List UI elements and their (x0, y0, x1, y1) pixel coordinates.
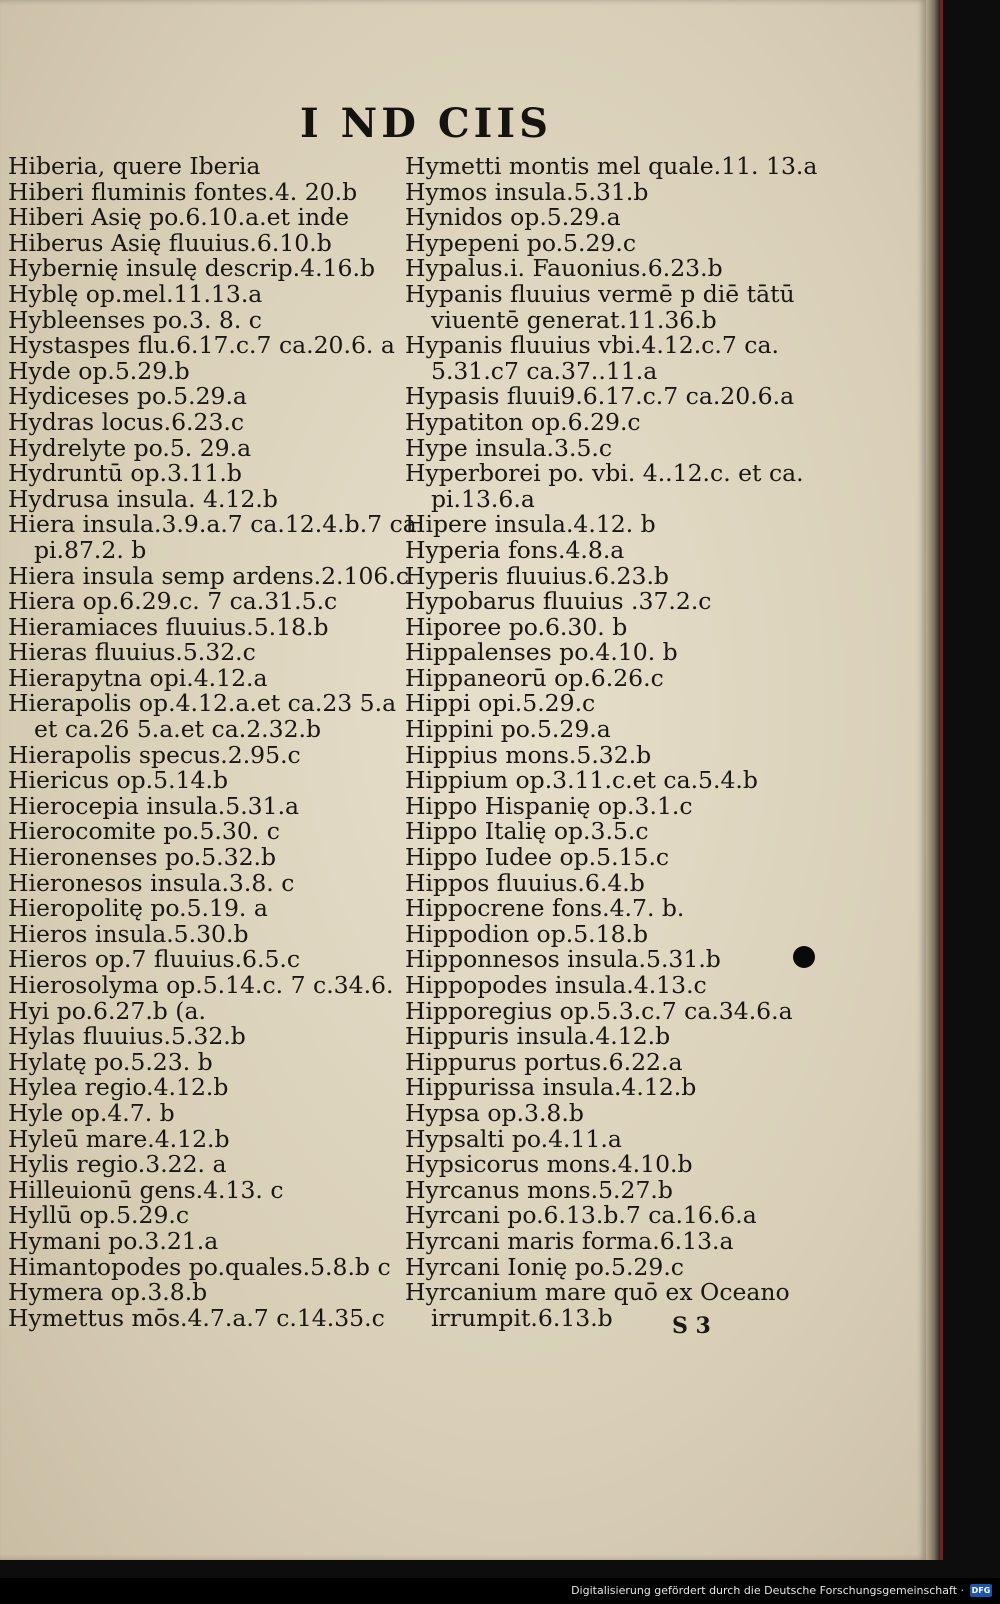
right-index-entry: Hippuris insula.4.12.b (405, 1022, 671, 1051)
right-index-entry: Hyperborei po. vbi. 4..12.c. et ca. (405, 459, 804, 488)
left-index-entry: Hyde op.5.29.b (8, 356, 190, 385)
page-edge (926, 0, 940, 1560)
right-index-entry: Hipponnesos insula.5.31.b (405, 945, 721, 974)
right-index-entry: viuentē generat.11.36.b (431, 305, 717, 334)
right-index-entry: Hippopodes insula.4.13.c (405, 971, 707, 999)
right-index-entry: Hyperis fluuius.6.23.b (405, 561, 669, 590)
left-index-entry: Hymera op.3.8.b (8, 1278, 208, 1307)
left-index-entry: Hydiceses po.5.29.a (8, 382, 247, 411)
left-index-entry: Hierapolis op.4.12.a.et ca.23 5.a (8, 689, 397, 718)
left-index-entry: Hieronesos insula.3.8. c (8, 868, 295, 897)
left-index-entry: Hieros op.7 fluuius.6.5.c (8, 945, 301, 974)
right-index-entry: Hype insula.3.5.c (405, 433, 613, 462)
right-index-entry: Hyrcanium mare quō ex Oceano (405, 1278, 790, 1307)
left-index-entry: Hierosolyma op.5.14.c. 7 c.34.6. (8, 971, 394, 999)
signature-mark: S 3 (672, 1313, 711, 1339)
right-index-entry: Hypanis fluuius vermē p diē tātū (405, 279, 795, 308)
right-index-entry: Hypepeni po.5.29.c (405, 228, 636, 257)
left-index-entry: Hierocomite po.5.30. c (8, 817, 280, 846)
left-index-entry: Hyblę op.mel.11.13.a (8, 279, 263, 308)
left-index-entry: Hylea regio.4.12.b (8, 1073, 229, 1102)
right-index-entry: Hymos insula.5.31.b (405, 177, 649, 206)
right-index-entry: Hippurissa insula.4.12.b (405, 1073, 697, 1102)
left-index-entry: Hymani po.3.21.a (8, 1226, 219, 1255)
right-index-entry: Hiporee po.6.30. b (405, 612, 628, 641)
right-index-entry: Hypobarus fluuius .37.2.c (405, 587, 712, 616)
left-index-entry: Hieramiaces fluuius.5.18.b (8, 612, 329, 641)
left-index-entry: Hydrusa insula. 4.12.b (8, 484, 278, 513)
left-index-entry: Himantopodes po.quales.5.8.b c (8, 1252, 391, 1281)
left-index-entry: Hiberia, quere Iberia (8, 152, 261, 180)
right-index-entry: Hymetti montis mel quale.11. 13.a (405, 152, 818, 180)
right-index-entry: Hippos fluuius.6.4.b (405, 868, 645, 897)
left-index-entry: Hierapolis specus.2.95.c (8, 740, 301, 769)
index-column-left (8, 152, 417, 1332)
left-index-entry: Hylas fluuius.5.32.b (8, 1022, 246, 1051)
left-index-entry: Hieronenses po.5.32.b (8, 843, 277, 872)
funding-notice: Digitalisierung gefördert durch die Deutsche Forschungsgemeinschaft · (571, 1584, 964, 1597)
left-index-entry: Hyleū mare.4.12.b (8, 1124, 230, 1153)
left-index-entry: et ca.26 5.a.et ca.2.32.b (34, 715, 322, 744)
right-index-entry: Hypatiton op.6.29.c (405, 407, 641, 436)
right-index-entry: Hippurus portus.6.22.a (405, 1047, 683, 1076)
left-index-entry: Hyle op.4.7. b (8, 1098, 175, 1127)
right-index-entry: Hippaneorū op.6.26.c (405, 663, 664, 692)
right-index-entry: Hippius mons.5.32.b (405, 740, 652, 769)
right-index-entry: irrumpit.6.13.b (431, 1303, 613, 1332)
right-index-entry: Hypsicorus mons.4.10.b (405, 1150, 693, 1179)
dfg-logo: DFG (971, 1586, 991, 1595)
right-index-entry: Hyrcani po.6.13.b.7 ca.16.6.a (405, 1201, 757, 1230)
left-index-entry: Hierapytna opi.4.12.a (8, 663, 268, 692)
left-index-entry: pi.87.2. b (34, 535, 147, 564)
right-index-entry: Hippodion op.5.18.b (405, 919, 649, 948)
right-index-entry: 5.31.c7 ca.37..11.a (431, 356, 658, 385)
right-index-entry: Hippalenses po.4.10. b (405, 638, 678, 667)
right-index-entry: Hyrcani maris forma.6.13.a (405, 1226, 734, 1255)
right-index-entry: Hypasis fluui9.6.17.c.7 ca.20.6.a (405, 382, 795, 411)
left-index-entry: Hylis regio.3.22. a (8, 1150, 227, 1179)
red-page-edge (940, 0, 943, 1560)
left-index-entry: Hiberi fluminis fontes.4. 20.b (8, 177, 358, 206)
left-index-entry: Hylatę po.5.23. b (8, 1047, 213, 1076)
left-index-entry: Hiberi Asię po.6.10.a.et inde (8, 203, 350, 232)
right-index-entry: Hippo Italię op.3.5.c (405, 817, 649, 846)
left-index-entry: Hilleuionū gens.4.13. c (8, 1175, 284, 1204)
right-index-entry: Hypanis fluuius vbi.4.12.c.7 ca. (405, 331, 779, 360)
left-index-entry: Hyllū op.5.29.c (8, 1201, 190, 1230)
right-index-entry: Hippini po.5.29.a (405, 715, 611, 744)
right-index-entry: Hyrcani Ionię po.5.29.c (405, 1252, 684, 1281)
index-column-right (405, 152, 818, 1332)
left-index-entry: Hydras locus.6.23.c (8, 407, 245, 436)
left-index-entry: Hiericus op.5.14.b (8, 766, 228, 795)
left-index-entry: Hydrelyte po.5. 29.a (8, 433, 252, 462)
right-index-entry: Hyrcanus mons.5.27.b (405, 1175, 673, 1204)
right-index-entry: Hippocrene fons.4.7. b. (405, 894, 685, 923)
left-index-entry: Hymettus mōs.4.7.a.7 c.14.35.c (8, 1303, 385, 1332)
footer-bar (0, 1578, 1000, 1604)
left-index-entry: Hydruntū op.3.11.b (8, 459, 242, 488)
right-index-entry: Hypsa op.3.8.b (405, 1098, 584, 1127)
left-index-entry: Hierocepia insula.5.31.a (8, 791, 300, 820)
page-header: I ND CIIS (300, 100, 552, 147)
right-index-entry: Hippi opi.5.29.c (405, 689, 596, 718)
left-index-entry: Hiera op.6.29.c. 7 ca.31.5.c (8, 587, 338, 616)
left-index-entry: Hystaspes flu.6.17.c.7 ca.20.6. a (8, 331, 395, 360)
ink-blot-mark (793, 946, 815, 968)
left-index-entry: Hiberus Asię fluuius.6.10.b (8, 228, 332, 257)
right-index-entry: Hypsalti po.4.11.a (405, 1124, 622, 1153)
right-index-entry: pi.13.6.a (431, 484, 535, 513)
left-index-entry: Hieropolitę po.5.19. a (8, 894, 268, 923)
left-index-entry: Hiera insula.3.9.a.7 ca.12.4.b.7 ca (8, 510, 417, 539)
right-index-entry: Hipere insula.4.12. b (405, 510, 656, 539)
right-index-entry: Hippo Hispanię op.3.1.c (405, 791, 693, 820)
right-index-entry: Hipporegius op.5.3.c.7 ca.34.6.a (405, 996, 793, 1025)
right-index-entry: Hyperia fons.4.8.a (405, 535, 625, 564)
left-index-entry: Hyi po.6.27.b (a. (8, 996, 206, 1025)
left-index-entry: Hybleenses po.3. 8. c (8, 305, 262, 334)
right-index-entry: Hynidos op.5.29.a (405, 203, 621, 232)
left-index-entry: Hybernię insulę descrip.4.16.b (8, 254, 375, 283)
left-index-entry: Hieras fluuius.5.32.c (8, 638, 256, 667)
left-index-entry: Hiera insula semp ardens.2.106.c (8, 561, 410, 590)
right-index-entry: Hypalus.i. Fauonius.6.23.b (405, 254, 723, 283)
left-index-entry: Hieros insula.5.30.b (8, 919, 249, 948)
right-index-entry: Hippo Iudee op.5.15.c (405, 843, 670, 872)
right-index-entry: Hippium op.3.11.c.et ca.5.4.b (405, 766, 758, 795)
